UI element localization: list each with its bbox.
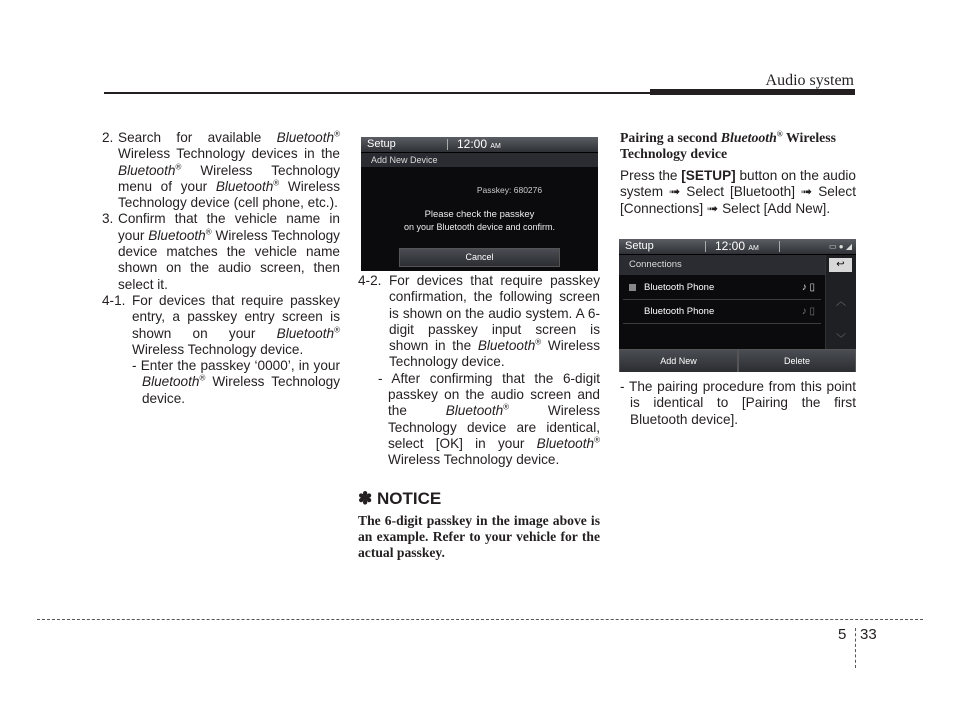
pairing-note: - The pairing procedure from this point is identical to [Pairing the first Bluetooth device].	[620, 379, 856, 427]
step-3: 3. Confirm that the vehicle name in your Bluetooth® Wireless Technology device matches the vehicle name shown on the audio screen, then select it.	[102, 211, 340, 292]
column-1	[102, 130, 340, 407]
status-bar: Setup 12:00 AM	[361, 137, 598, 153]
screen-subtitle: Connections	[619, 255, 825, 275]
passkey-text: Passkey: 680276	[476, 185, 543, 195]
scroll-up-button[interactable]: ︿	[836, 297, 846, 308]
section-heading: Pairing a second Bluetooth® Wireless Technology device	[620, 129, 837, 161]
column-2	[358, 273, 600, 562]
screen-subtitle: Add New Device	[361, 153, 598, 167]
section-header: Audio system	[765, 72, 854, 89]
step-2: 2. Search for available Bluetooth® Wireless Technology devices in the Bluetooth® Wireless Technology menu of your Bluetooth® Wireless Technology device (cell phone, etc.).	[102, 129, 340, 211]
chapter-number: 5	[838, 626, 847, 643]
clock: 12:00 AM	[457, 137, 501, 151]
footer-rule	[37, 619, 923, 620]
message-line-2: on your Bluetooth device and confirm.	[403, 222, 556, 232]
add-new-button[interactable]: Add New	[619, 349, 738, 372]
page-divider	[855, 628, 856, 668]
page-number: 33	[860, 626, 877, 643]
cancel-button[interactable]: Cancel	[399, 248, 560, 267]
device-row[interactable]: Bluetooth Phone ♪ ▯	[623, 277, 821, 300]
status-bar: Setup 12:00 AM ▭ ● ◢	[619, 239, 856, 255]
audio-phone-icon: ♪ ▯	[801, 306, 815, 317]
screen-connections	[619, 239, 856, 372]
clock: 12:00 AM	[715, 239, 759, 253]
step-4-2-dash: - After confirming that the 6-digit passkey on the audio screen and the Bluetooth® Wireless Technology device are identical, select [OK] in your Bluetooth® Wireless Technology device.	[378, 370, 600, 468]
connected-indicator-icon	[629, 284, 636, 291]
scroll-down-button[interactable]: ﹀	[836, 334, 846, 345]
device-row[interactable]: Bluetooth Phone ♪ ▯	[623, 301, 821, 324]
delete-button[interactable]: Delete	[738, 349, 856, 372]
header-rule-accent	[650, 89, 855, 95]
column-3-note	[620, 379, 856, 428]
audio-phone-icon: ♪ ▯	[801, 282, 815, 293]
step-4-1: 4-1. For devices that require passkey entry, a passkey entry screen is shown on your Bluetooth® Wireless Technology device.	[102, 292, 340, 357]
step-4-2: 4-2. For devices that require passkey confirmation, the following screen is shown on the audio system. A 6-digit passkey input screen is shown in the Bluetooth® Wireless Technology device.	[358, 273, 601, 370]
step-4-1-dash: - Enter the passkey ‘0000’, in your Bluetooth® Wireless Technology device.	[132, 358, 340, 406]
notice-heading: ✽ NOTICE	[358, 488, 442, 508]
column-3	[620, 130, 856, 217]
screen-add-new-device	[361, 137, 598, 271]
message-line-1: Please check the passkey	[424, 209, 535, 220]
status-icons: ▭ ● ◢	[829, 242, 852, 251]
back-button[interactable]: ↩	[829, 258, 852, 272]
instruction-paragraph: Press the [SETUP] button on the audio system ➟ Select [Bluetooth] ➟ Select [Connections] ➟ Select [Add New].	[620, 168, 856, 216]
notice-text: The 6-digit passkey in the image above is an example. Refer to your vehicle for the actual passkey.	[358, 512, 600, 561]
